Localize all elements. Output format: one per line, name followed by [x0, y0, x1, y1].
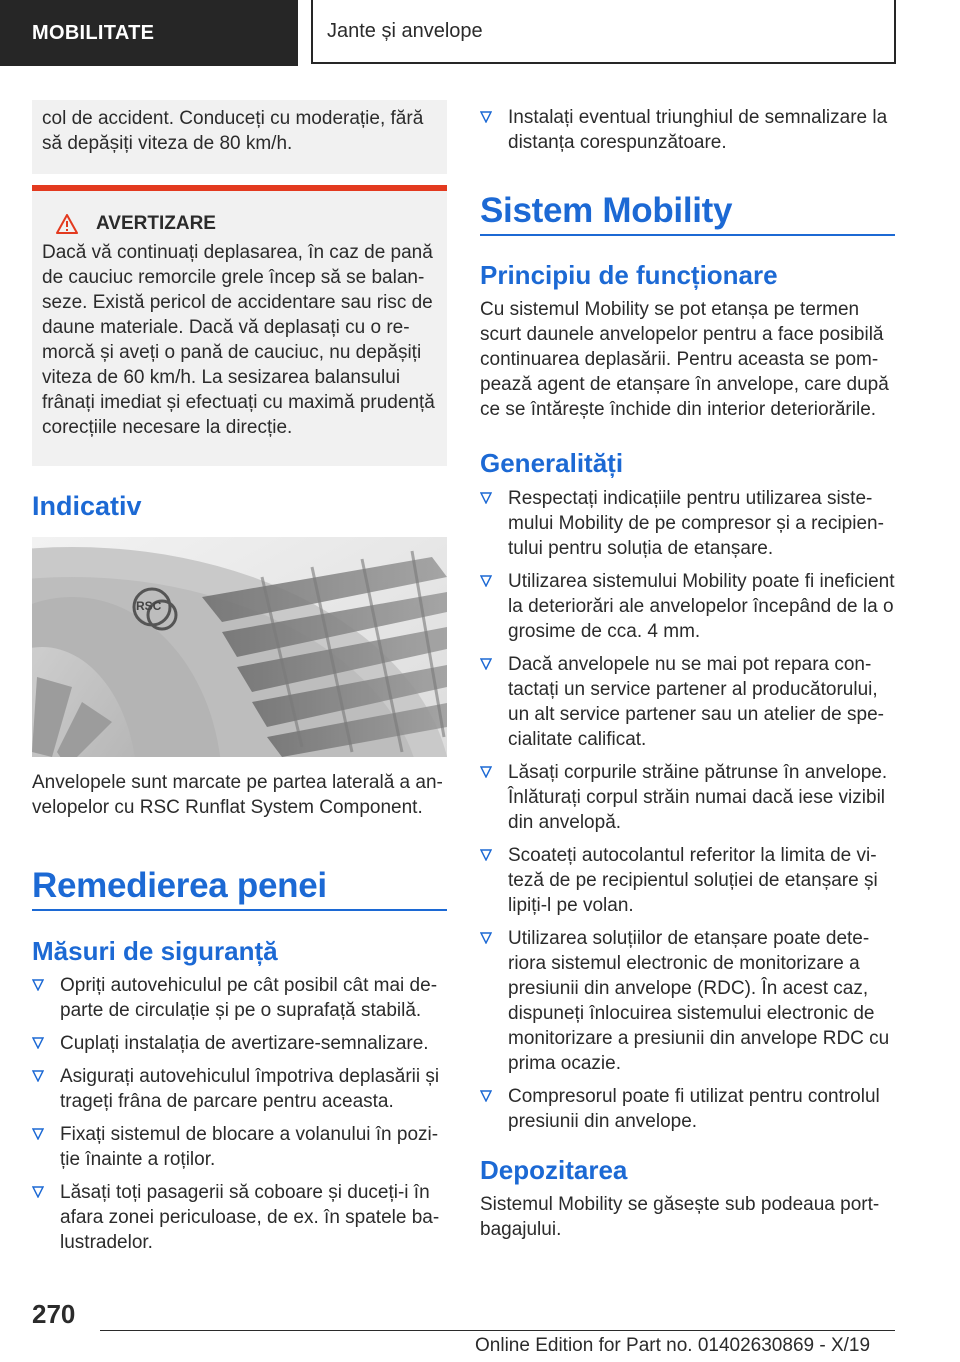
triangle-bullet-icon [480, 492, 492, 504]
safety-list-wrap [32, 973, 447, 1263]
mobility-rule [480, 234, 895, 236]
footer-edition: Online Edition for Part no. 01402630869 - X/19 [475, 1335, 871, 1356]
list-item [480, 486, 895, 561]
list-item-text: Lăsați toți pasagerii să coboare și duceți-i în afara zonei periculoase, de ex. în spatele balustradelor. [60, 1182, 440, 1253]
triangle-bullet-icon [32, 1070, 44, 1082]
list-item [480, 926, 895, 1076]
general-heading: Generalități [480, 448, 624, 478]
list-item [32, 1180, 447, 1255]
footer-rule [100, 1330, 895, 1331]
list-item-text: Scoateți autocolantul referitor la limita de viteză de pe recipientul soluției de etanșare și lipiți-l pe volan. [508, 845, 878, 916]
chapter-title: Jante și anvelope [327, 19, 483, 42]
list-item [480, 569, 895, 644]
general-list [480, 486, 895, 1134]
triangle-bullet-icon [480, 111, 492, 123]
triangle-bullet-icon [32, 1128, 44, 1140]
list-item [32, 1122, 447, 1172]
storage-heading: Depozitarea [480, 1155, 628, 1185]
principle-heading: Principiu de funcționare [480, 260, 778, 290]
triangle-bullet-icon [480, 658, 492, 670]
list-item-text: Cuplați instalația de avertizare-semnalizare. [60, 1033, 429, 1054]
list-item-text: Opriți autovehiculul pe cât posibil cât mai departe de circulație și pe o suprafață stabilă. [60, 975, 438, 1021]
list-item-text: Compresorul poate fi utilizat pentru controlul presiunii din anvelope. [508, 1086, 880, 1132]
list-item [32, 1064, 447, 1114]
triangle-bullet-icon [480, 932, 492, 944]
intro-box [32, 100, 447, 174]
list-item-text: Asigurați autovehiculul împotriva deplasării și trageți frâna de parcare pentru aceasta. [60, 1066, 440, 1112]
safety-list [32, 973, 447, 1255]
warning-text: Dacă vă continuați deplasarea, în caz de pană de cauciuc remorcile grele încep să se balanseze. Există pericol de accidentare sau risc de daune materiale. Dacă vă deplasați cu o remorcă și aveți o pană de cauciuc, nu depășiți viteza de 60 km/h. La sesizarea balansului frânați imediat și efectuați cu maximă prudență corecțiile necesare la direcție. [42, 242, 435, 438]
safety-heading: Măsuri de siguranță [32, 936, 278, 966]
list-item-text: Dacă anvelopele nu se mai pot repara contactați un service partener al producătorului, un alt service partener sau un atelier de specialitate calificat. [508, 654, 884, 750]
general-list-wrap [480, 486, 895, 1142]
list-item [480, 760, 895, 835]
tyre-rsc-mark: RSC [136, 599, 162, 613]
list-item [32, 1031, 447, 1056]
warning-triangle-icon [56, 214, 78, 234]
list-item [480, 105, 895, 155]
list-item [32, 973, 447, 1023]
principle-text: Cu sistemul Mobility se pot etanșa pe termen scurt daunele anvelopelor pentru a face posibilă continuarea deplasării. Pentru aceasta se pompează agent de etanșare în anvelope, care după ce se întărește închide din interior deteriorările. [480, 299, 889, 420]
list-item [480, 652, 895, 752]
list-item-text: Utilizarea soluțiilor de etanșare poate deteriora sistemul electronic de monitorizare a presiunii din anvelope (RDC). În acest caz, dispuneți înlocuirea sistemului electronic de monitorizare a presiunii din anvelope RDC cu prima ocazie. [508, 928, 890, 1074]
indicativ-text: Anvelopele sunt marcate pe partea laterală a anvelopelor cu RSC Runflat System Component. [32, 772, 443, 818]
warning-header [56, 213, 437, 235]
remediere-title: Remedierea penei [32, 866, 327, 905]
header-chapter-label [311, 0, 896, 64]
list-item-text: Lăsați corpurile străine pătrunse în anvelope. Înlăturați corpul străin numai dacă iese vizibil din anvelopă. [508, 762, 888, 833]
intro-text: col de accident. Conduceți cu moderație, fără să depășiți viteza de 80 km/h. [42, 108, 424, 154]
list-item-text: Utilizarea sistemului Mobility poate fi ineficient la deteriorări ale anvelopelor începând de la o grosime de cca. 4 mm. [508, 571, 895, 642]
tyre-illustration [32, 537, 447, 757]
warning-box [32, 185, 447, 466]
page-number: 270 [32, 1299, 76, 1329]
right-top-list [480, 105, 895, 155]
mobility-title: Sistem Mobility [480, 191, 733, 230]
list-item-text: Fixați sistemul de blocare a volanului în poziție înainte a roților. [60, 1124, 439, 1170]
triangle-bullet-icon [32, 1186, 44, 1198]
remediere-rule [32, 909, 447, 911]
triangle-bullet-icon [480, 575, 492, 587]
list-item-text: Respectați indicațiile pentru utilizarea sistemului Mobility de pe compresor și a recipientului pentru soluția de etanșare. [508, 488, 884, 559]
triangle-bullet-icon [480, 849, 492, 861]
triangle-bullet-icon [32, 1037, 44, 1049]
list-item [480, 843, 895, 918]
right-top-list-wrap [480, 105, 895, 163]
list-item [480, 1084, 895, 1134]
header-section-label: MOBILITATE [0, 0, 298, 66]
storage-text: Sistemul Mobility se găsește sub podeaua portbagajului. [480, 1194, 880, 1240]
warning-title: AVERTIZARE [96, 213, 216, 234]
list-item-text: Instalați eventual triunghiul de semnalizare la distanța corespunzătoare. [508, 107, 888, 153]
triangle-bullet-icon [32, 979, 44, 991]
triangle-bullet-icon [480, 1090, 492, 1102]
tyre-photo [32, 537, 447, 757]
triangle-bullet-icon [480, 766, 492, 778]
indicativ-heading: Indicativ [32, 491, 142, 521]
